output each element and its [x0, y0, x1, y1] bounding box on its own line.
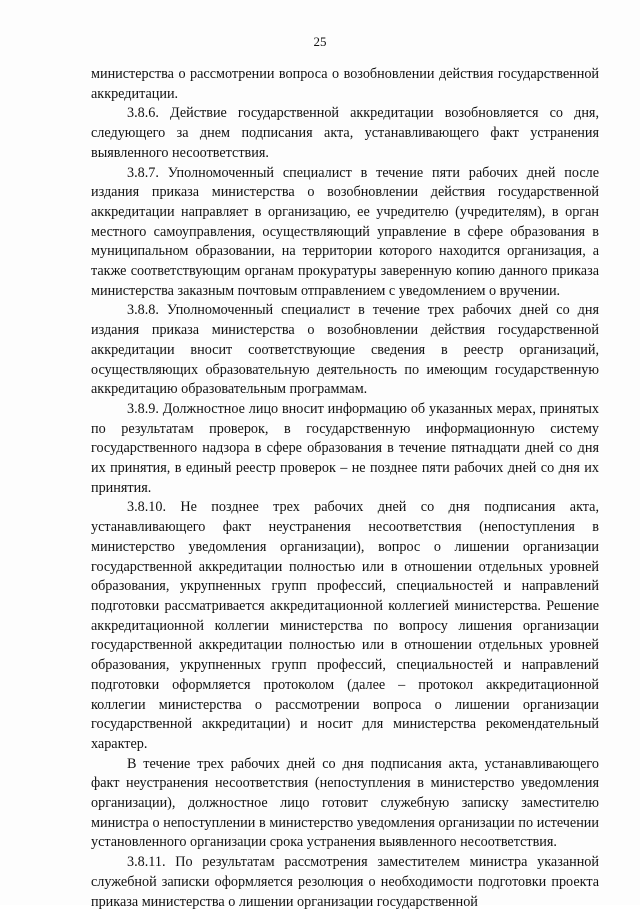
paragraph-3-8-7: 3.8.7. Уполномоченный специалист в течение пяти рабочих дней после издания приказа министерства о возобновлении действия государственной аккредитации направляет в организацию, ее учредителю (учредителям), в орган местного самоуправления, осуществляющий управление в сфере образования в муниципальном образовании, на территории которого находится организация, а также соответствующим органам прокуратуры заверенную копию данного приказа министерства заказным почтовым отправлением с уведомлением о вручении.: [91, 164, 599, 299]
paragraph-service-note: В течение трех рабочих дней со дня подписания акта, устанавливающего факт неустранения несоответствия (непоступления в министерство уведомления организации), должностное лицо готовит служебную записку заместителю министра о непоступлении в министерство уведомления организации по истечении установленного организации срока устранения выявленного несоответствия.: [91, 755, 599, 851]
paragraph-3-8-6: 3.8.6. Действие государственной аккредитации возобновляется со дня, следующего за днем подписания акта, устанавливающего факт устранения выявленного несоответствия.: [91, 105, 599, 161]
paragraph-3-8-9: 3.8.9. Должностное лицо вносит информацию об указанных мерах, принятых по результатам проверок, в государственную информационную систему государственного надзора в сфере образования в течение пятнадцати дней со дня их принятия, в единый реестр проверок – не позднее пяти рабочих дней со дня их принятия.: [91, 400, 599, 496]
document-body: [91, 65, 599, 912]
page-number: 25: [313, 34, 327, 49]
paragraph-continuation: министерства о рассмотрении вопроса о возобновлении действия государственной аккредитации.: [91, 66, 599, 102]
paragraph-3-8-8: 3.8.8. Уполномоченный специалист в течение трех рабочих дней со дня издания приказа министерства о возобновлении действия государственной аккредитации вносит соответствующие сведения в реестр организаций, осуществляющих образовательную деятельность по имеющим государственную аккредитацию образовательным программам.: [91, 302, 599, 398]
paragraph-3-8-10: 3.8.10. Не позднее трех рабочих дней со дня подписания акта, устанавливающего факт неустранения несоответствия (непоступления в министерство уведомления организации), вопрос о лишении организации государственной аккредитации полностью или в отношении отдельных уровней образования, укрупненных групп профессий, специальностей и направлений подготовки рассматривается аккредитационной коллегией министерства. Решение аккредитационной коллегии министерства по вопросу лишения организации государственной аккредитации полностью или в отношении отдельных уровней образования, укрупненных групп профессий, специальностей и направлений подготовки оформляется протоколом (далее – протокол аккредитационной коллегии министерства о рассмотрении вопроса о лишении организации государственной аккредитации) и носит для министерства рекомендательный характер.: [91, 499, 599, 752]
paragraph-3-8-11: 3.8.11. По результатам рассмотрения заместителем министра указанной служебной записки оформляется резолюция о необходимости подготовки проекта приказа министерства о лишении организации государственной: [91, 854, 599, 910]
